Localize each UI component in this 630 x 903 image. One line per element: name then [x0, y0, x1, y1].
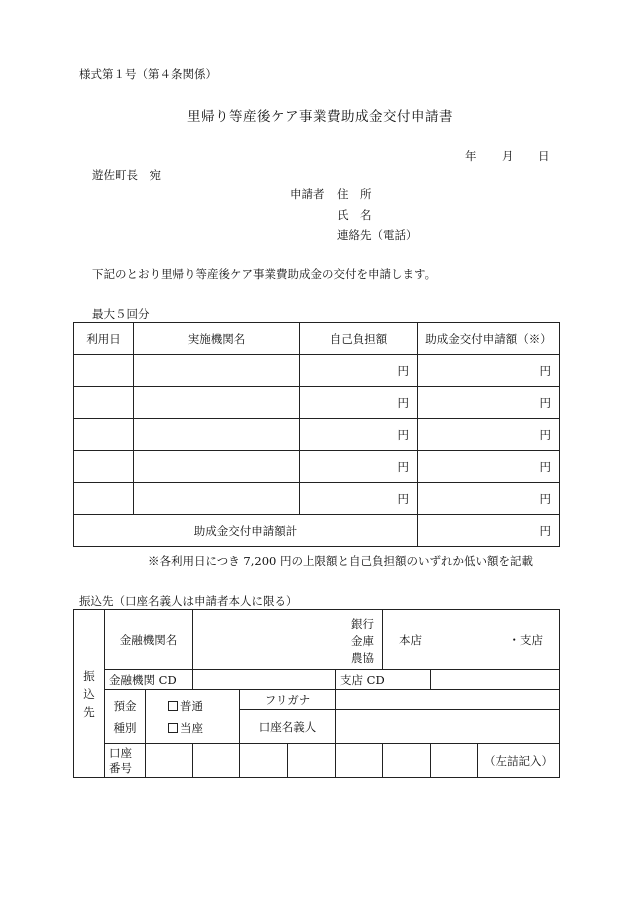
side-char-1: 振 — [83, 668, 95, 683]
usage-date-cell[interactable] — [74, 451, 134, 483]
futsu-checkbox[interactable] — [168, 699, 203, 713]
subsidy-cell[interactable]: 円 — [418, 419, 560, 451]
table-row — [74, 451, 560, 483]
institution-type-list — [351, 616, 374, 667]
applicant-contact-label[interactable]: 連絡先（電話） — [337, 228, 418, 242]
usage-date-cell[interactable] — [74, 483, 134, 515]
checkbox-icon[interactable] — [168, 701, 178, 711]
deposit-type-label — [105, 690, 146, 744]
institution-cell[interactable] — [134, 355, 300, 387]
holder-label: 口座名義人 — [240, 710, 336, 744]
account-digit-box[interactable] — [336, 744, 383, 778]
account-digit-box[interactable] — [288, 744, 336, 778]
date-month[interactable]: 月 — [502, 149, 514, 163]
date-day[interactable]: 日 — [538, 149, 550, 163]
header-usage-date: 利用日 — [74, 323, 134, 355]
branch-input[interactable] — [383, 610, 560, 670]
date-year[interactable]: 年 — [465, 149, 477, 163]
account-digit-box[interactable] — [193, 744, 240, 778]
head-office-label: 本店 — [399, 633, 422, 647]
checkbox-icon[interactable] — [168, 723, 178, 733]
subsidy-cell[interactable]: 円 — [418, 451, 560, 483]
transfer-table — [73, 609, 560, 778]
account-digit-box[interactable] — [431, 744, 478, 778]
furigana-input[interactable] — [336, 690, 560, 710]
inst-type-nokyo: 農協 — [351, 651, 374, 665]
header-institution: 実施機関名 — [134, 323, 300, 355]
intro-text: 下記のとおり里帰り等産後ケア事業費助成金の交付を申請します。 — [92, 267, 437, 281]
transfer-heading: 振込先（口座名義人は申請者本人に限る） — [79, 594, 298, 608]
self-pay-cell[interactable]: 円 — [300, 355, 418, 387]
furigana-row — [74, 690, 560, 710]
account-digit-box[interactable] — [146, 744, 193, 778]
account-number-row — [74, 744, 560, 778]
institution-cell[interactable] — [134, 483, 300, 515]
side-char-2: 込 — [83, 686, 95, 701]
institution-cell[interactable] — [134, 419, 300, 451]
account-number-line1: 口座 — [109, 745, 132, 760]
account-number-line2: 番号 — [109, 760, 132, 775]
toza-checkbox[interactable] — [168, 721, 203, 735]
form-number: 様式第１号（第４条関係） — [79, 67, 217, 81]
applicant-address-label[interactable]: 住 所 — [337, 187, 372, 201]
deposit-type-line1: 預金 — [113, 698, 137, 713]
transfer-side-label — [74, 610, 105, 778]
self-pay-cell[interactable]: 円 — [300, 451, 418, 483]
inst-type-shinkin: 金庫 — [351, 634, 374, 648]
table-row — [74, 387, 560, 419]
branch-cd-input[interactable] — [431, 670, 560, 690]
subsidy-cell[interactable]: 円 — [418, 355, 560, 387]
account-digit-box[interactable] — [383, 744, 431, 778]
left-align-note: （左詰記入） — [478, 744, 560, 778]
addressee: 遊佐町長 宛 — [92, 168, 161, 182]
total-label: 助成金交付申請額計 — [74, 515, 418, 547]
header-self-pay: 自己負担額 — [300, 323, 418, 355]
header-subsidy-amount: 助成金交付申請額（※） — [418, 323, 560, 355]
institution-name-input[interactable] — [193, 610, 383, 670]
inst-type-bank: 銀行 — [351, 617, 374, 631]
usage-date-cell[interactable] — [74, 355, 134, 387]
applicant-label: 申請者 — [290, 187, 325, 201]
institution-name-label: 金融機関名 — [105, 610, 193, 670]
deposit-type-options — [146, 690, 240, 744]
deposit-type-line2: 種別 — [113, 720, 137, 735]
holder-input[interactable] — [336, 710, 560, 744]
toza-label: 当座 — [180, 720, 203, 735]
usage-date-cell[interactable] — [74, 387, 134, 419]
account-digit-box[interactable] — [240, 744, 288, 778]
institution-cell[interactable] — [134, 387, 300, 419]
self-pay-cell[interactable]: 円 — [300, 419, 418, 451]
table-row — [74, 419, 560, 451]
self-pay-cell[interactable]: 円 — [300, 483, 418, 515]
usage-table — [73, 322, 560, 547]
institution-cd-input[interactable] — [193, 670, 336, 690]
table-row — [74, 483, 560, 515]
cd-row — [74, 670, 560, 690]
furigana-label: フリガナ — [240, 690, 336, 710]
page-title: 里帰り等産後ケア事業費助成金交付申請書 — [187, 109, 453, 125]
usage-footnote: ※各利用日につき 7,200 円の上限額と自己負担額のいずれか低い額を記載 — [148, 554, 533, 568]
applicant-name-label[interactable]: 氏 名 — [337, 208, 372, 222]
account-number-label — [105, 744, 146, 778]
table-row — [74, 355, 560, 387]
institution-row — [74, 610, 560, 670]
institution-cell[interactable] — [134, 451, 300, 483]
branch-cd-label: 支店 CD — [336, 670, 431, 690]
side-char-3: 先 — [83, 704, 95, 719]
total-row — [74, 515, 560, 547]
subsidy-cell[interactable]: 円 — [418, 483, 560, 515]
subsidy-cell[interactable]: 円 — [418, 387, 560, 419]
branch-label: ・支店 — [508, 633, 543, 647]
usage-header-row — [74, 323, 560, 355]
futsu-label: 普通 — [180, 698, 203, 713]
usage-date-cell[interactable] — [74, 419, 134, 451]
institution-cd-label: 金融機関 CD — [105, 670, 193, 690]
total-subsidy-cell[interactable]: 円 — [418, 515, 560, 547]
max-note: 最大５回分 — [92, 307, 150, 321]
self-pay-cell[interactable]: 円 — [300, 387, 418, 419]
